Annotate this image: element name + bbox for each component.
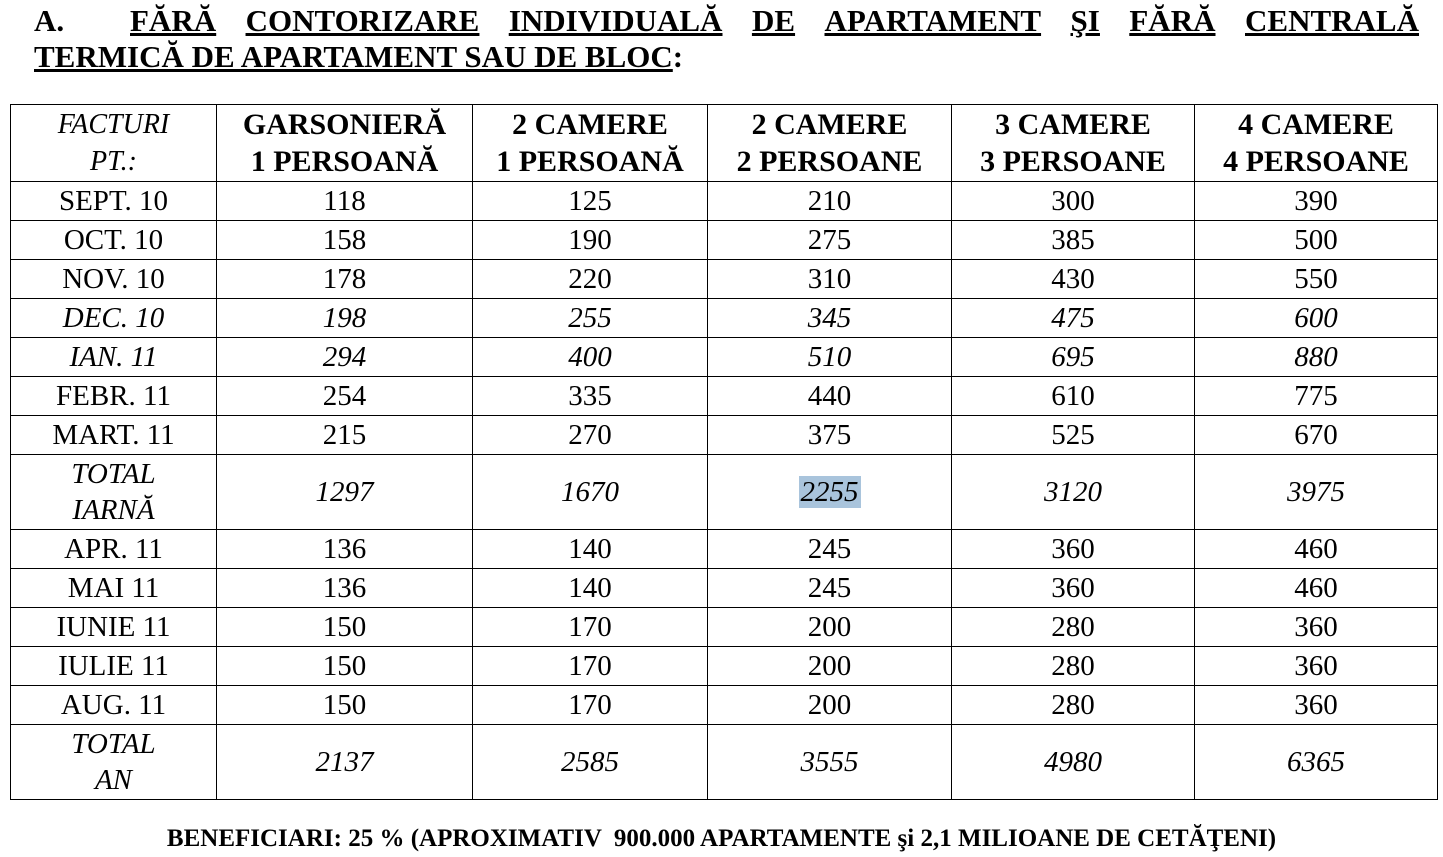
- row-label: OCT. 10: [11, 221, 217, 260]
- value-cell: 500: [1195, 221, 1438, 260]
- value-cell: 118: [217, 182, 473, 221]
- column-header-line: 4 CAMERE: [1238, 108, 1394, 141]
- value-cell: 390: [1195, 182, 1438, 221]
- value-cell: 430: [952, 260, 1195, 299]
- column-header: [473, 105, 708, 182]
- value-cell: 220: [473, 260, 708, 299]
- value-cell: 170: [473, 647, 708, 686]
- row-label-line: AN: [94, 764, 133, 796]
- column-header-line: 1 PERSOANĂ: [250, 145, 439, 178]
- value-cell: 280: [952, 686, 1195, 725]
- tariff-table: [10, 104, 1438, 800]
- section-heading: [34, 2, 1419, 76]
- column-header-line: GARSONIERĂ: [242, 108, 447, 141]
- value-cell: 880: [1195, 338, 1438, 377]
- value-cell: 280: [952, 647, 1195, 686]
- value-cell: 280: [952, 608, 1195, 647]
- value-cell: 294: [217, 338, 473, 377]
- value-cell: 1670: [473, 455, 708, 530]
- row-label: MAI 11: [11, 569, 217, 608]
- row-label-line: IARNĂ: [72, 494, 155, 526]
- column-header-line: 4 PERSOANE: [1223, 145, 1409, 178]
- section-letter: A.: [34, 3, 65, 38]
- value-cell: 254: [217, 377, 473, 416]
- column-header: [952, 105, 1195, 182]
- heading-line-2-colon: :: [672, 39, 684, 74]
- row-label-line: TOTAL: [71, 458, 156, 490]
- heading-word: DE: [751, 3, 796, 38]
- column-header-line: 3 PERSOANE: [980, 145, 1166, 178]
- value-cell: 215: [217, 416, 473, 455]
- row-label: NOV. 10: [11, 260, 217, 299]
- heading-line-1: [34, 2, 1419, 40]
- value-cell: 335: [473, 377, 708, 416]
- table-row: [11, 416, 1438, 455]
- heading-word: INDIVIDUALĂ: [508, 3, 723, 38]
- value-cell: 345: [708, 299, 952, 338]
- table-row: [11, 647, 1438, 686]
- value-cell: 2585: [473, 725, 708, 800]
- value-cell: 210: [708, 182, 952, 221]
- column-header-line: 2 CAMERE: [512, 108, 668, 141]
- value-cell: 3555: [708, 725, 952, 800]
- heading-line-2-text: TERMICĂ DE APARTAMENT SAU DE BLOC: [34, 39, 673, 74]
- row-label: FEBR. 11: [11, 377, 217, 416]
- value-cell: 150: [217, 608, 473, 647]
- row-label: AUG. 11: [11, 686, 217, 725]
- heading-line-1-words: [94, 2, 1419, 40]
- value-cell: 360: [1195, 647, 1438, 686]
- column-header: [1195, 105, 1438, 182]
- row-label: DEC. 10: [11, 299, 217, 338]
- value-cell: 695: [952, 338, 1195, 377]
- value-cell: 460: [1195, 530, 1438, 569]
- value-cell: 170: [473, 608, 708, 647]
- value-cell: 150: [217, 686, 473, 725]
- column-header-line: 3 CAMERE: [995, 108, 1151, 141]
- value-cell: 310: [708, 260, 952, 299]
- value-cell: 150: [217, 647, 473, 686]
- value-cell: 400: [473, 338, 708, 377]
- table-row: [11, 569, 1438, 608]
- column-header-line: 2 PERSOANE: [736, 145, 923, 178]
- value-cell: 610: [952, 377, 1195, 416]
- heading-word: FĂRĂ: [1129, 3, 1216, 38]
- column-header: [708, 105, 952, 182]
- value-cell: 170: [473, 686, 708, 725]
- row-label: IAN. 11: [11, 338, 217, 377]
- row-label: SEPT. 10: [11, 182, 217, 221]
- table-row: [11, 260, 1438, 299]
- value-cell: 360: [952, 569, 1195, 608]
- value-cell: 550: [1195, 260, 1438, 299]
- row-label: MART. 11: [11, 416, 217, 455]
- table-row: [11, 338, 1438, 377]
- corner-header: [11, 105, 217, 182]
- value-cell: 525: [952, 416, 1195, 455]
- heading-word: ŞI: [1070, 3, 1100, 38]
- heading-word: CENTRALĂ: [1245, 3, 1419, 38]
- value-cell: 190: [473, 221, 708, 260]
- value-cell: 360: [1195, 686, 1438, 725]
- value-cell: 140: [473, 569, 708, 608]
- row-label: APR. 11: [11, 530, 217, 569]
- value-cell: 178: [217, 260, 473, 299]
- value-cell: 245: [708, 569, 952, 608]
- row-label-line: TOTAL: [71, 728, 156, 760]
- value-cell: 3975: [1195, 455, 1438, 530]
- value-cell: 200: [708, 686, 952, 725]
- column-header: [217, 105, 473, 182]
- corner-header-line: PT.:: [90, 146, 137, 177]
- value-cell: 670: [1195, 416, 1438, 455]
- table-row: [11, 530, 1438, 569]
- value-cell: 300: [952, 182, 1195, 221]
- table-row: [11, 608, 1438, 647]
- value-cell: 270: [473, 416, 708, 455]
- table-header-row: [11, 105, 1438, 182]
- value-cell: 440: [708, 377, 952, 416]
- value-cell: 600: [1195, 299, 1438, 338]
- heading-line-2: [34, 38, 1419, 76]
- column-header-line: 1 PERSOANĂ: [496, 145, 684, 178]
- value-cell: 275: [708, 221, 952, 260]
- total-row: [11, 725, 1438, 800]
- value-cell: 475: [952, 299, 1195, 338]
- value-cell: 140: [473, 530, 708, 569]
- column-header-line: 2 CAMERE: [751, 108, 908, 141]
- value-cell: 6365: [1195, 725, 1438, 800]
- value-cell: 245: [708, 530, 952, 569]
- value-cell: 125: [473, 182, 708, 221]
- corner-header-line: FACTURI: [57, 109, 170, 140]
- value-cell: 460: [1195, 569, 1438, 608]
- heading-word: FĂRĂ: [130, 3, 217, 38]
- value-cell: 510: [708, 338, 952, 377]
- value-cell: 775: [1195, 377, 1438, 416]
- table-row: [11, 221, 1438, 260]
- row-label: IUNIE 11: [11, 608, 217, 647]
- value-cell: 360: [952, 530, 1195, 569]
- value-cell: 375: [708, 416, 952, 455]
- value-cell: 385: [952, 221, 1195, 260]
- total-row: [11, 455, 1438, 530]
- heading-word: APARTAMENT: [824, 3, 1042, 38]
- table-row: [11, 686, 1438, 725]
- value-cell: 158: [217, 221, 473, 260]
- beneficiaries-note: BENEFICIARI: 25 % (APROXIMATIV 900.000 APARTAMENTE şi 2,1 MILIOANE DE CETĂŢENI): [166, 825, 1277, 852]
- value-cell: 3120: [952, 455, 1195, 530]
- value-cell: 2137: [217, 725, 473, 800]
- value-cell: 136: [217, 530, 473, 569]
- value-cell: 360: [1195, 608, 1438, 647]
- value-cell: 255: [473, 299, 708, 338]
- value-cell: 1297: [217, 455, 473, 530]
- heading-word: CONTORIZARE: [245, 3, 480, 38]
- table-row: [11, 299, 1438, 338]
- table-row: [11, 377, 1438, 416]
- value-cell: 4980: [952, 725, 1195, 800]
- value-cell: 136: [217, 569, 473, 608]
- row-label: IULIE 11: [11, 647, 217, 686]
- table-row: [11, 182, 1438, 221]
- value-cell: [708, 455, 952, 530]
- row-label: [11, 725, 217, 800]
- selected-value: 2255: [800, 476, 859, 508]
- row-label: [11, 455, 217, 530]
- value-cell: 198: [217, 299, 473, 338]
- value-cell: 200: [708, 608, 952, 647]
- value-cell: 200: [708, 647, 952, 686]
